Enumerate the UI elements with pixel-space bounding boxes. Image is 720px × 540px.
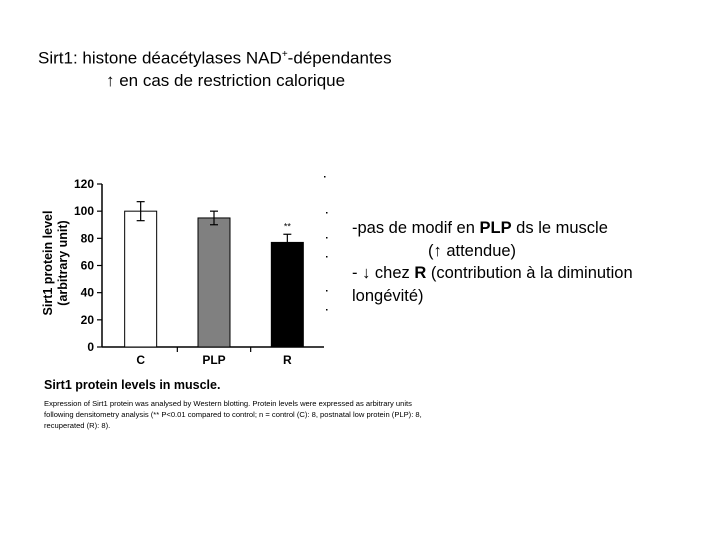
bar-plp [198,218,230,347]
up-arrow-icon: ↑ [433,241,442,260]
note-4-text: longévité) [352,286,424,305]
plot-area [74,177,324,367]
note-3-mid: chez [370,264,415,282]
x-tick-label-c: C [136,353,146,367]
title-gene: Sirt1 [38,48,73,68]
y-tick-label: 80 [80,231,94,246]
caption-body: Expression of Sirt1 protein was analysed by Western blotting. Protein levels were expressed as arbitrary units following densitometry analysis (** P<0.01 compared to control; n = control (C): 8, postnatal low protein (PLP): 8, recuperated (R): 8). [44,399,422,430]
right-edge-marks [324,176,328,311]
note-3-bold: R [414,264,427,282]
notes-block [352,217,633,307]
y-tick-label: 100 [73,204,94,219]
note-1-suffix: ds le muscle [511,219,608,237]
figure-caption [44,378,434,431]
note-2-prefix: ( [428,241,434,260]
x-tick-label-r: R [282,353,292,367]
up-arrow-icon: ↑ [106,70,115,90]
note-1-text: -pas de modif en [352,219,480,237]
note-1-bold: PLP [479,219,512,237]
y-tick-label: 0 [87,340,94,354]
y-axis-label-line-2: (arbitrary unit) [56,220,70,306]
note-line-3 [352,262,633,285]
bar-c [125,211,157,347]
title-text-end: -dépendantes [287,48,392,68]
note-line-2 [352,240,633,263]
down-arrow-icon: ↓ [362,264,371,282]
y-tick-label: 120 [73,177,94,191]
y-tick-label: 20 [80,312,94,327]
y-tick-label: 40 [80,285,94,300]
note-line-1 [352,217,633,240]
note-2-suffix: attendue) [441,241,517,260]
significance-annotation: ** [283,221,291,232]
note-3-prefix: - [352,264,363,282]
y-axis-label-line-1: Sirt1 protein level [41,210,55,316]
caption-title: Sirt1 protein levels in muscle. [44,378,221,392]
note-3-suffix: (contribution à la diminution [426,264,633,282]
x-tick-label-plp: PLP [202,353,226,367]
y-tick-label: 60 [80,258,94,273]
title-superscript: + [281,49,288,60]
title-text: : histone déacétylases NAD [72,48,282,68]
bar-r [271,242,303,347]
title-line-2-text: en cas de restriction calorique [114,70,346,90]
note-line-4 [352,285,633,308]
